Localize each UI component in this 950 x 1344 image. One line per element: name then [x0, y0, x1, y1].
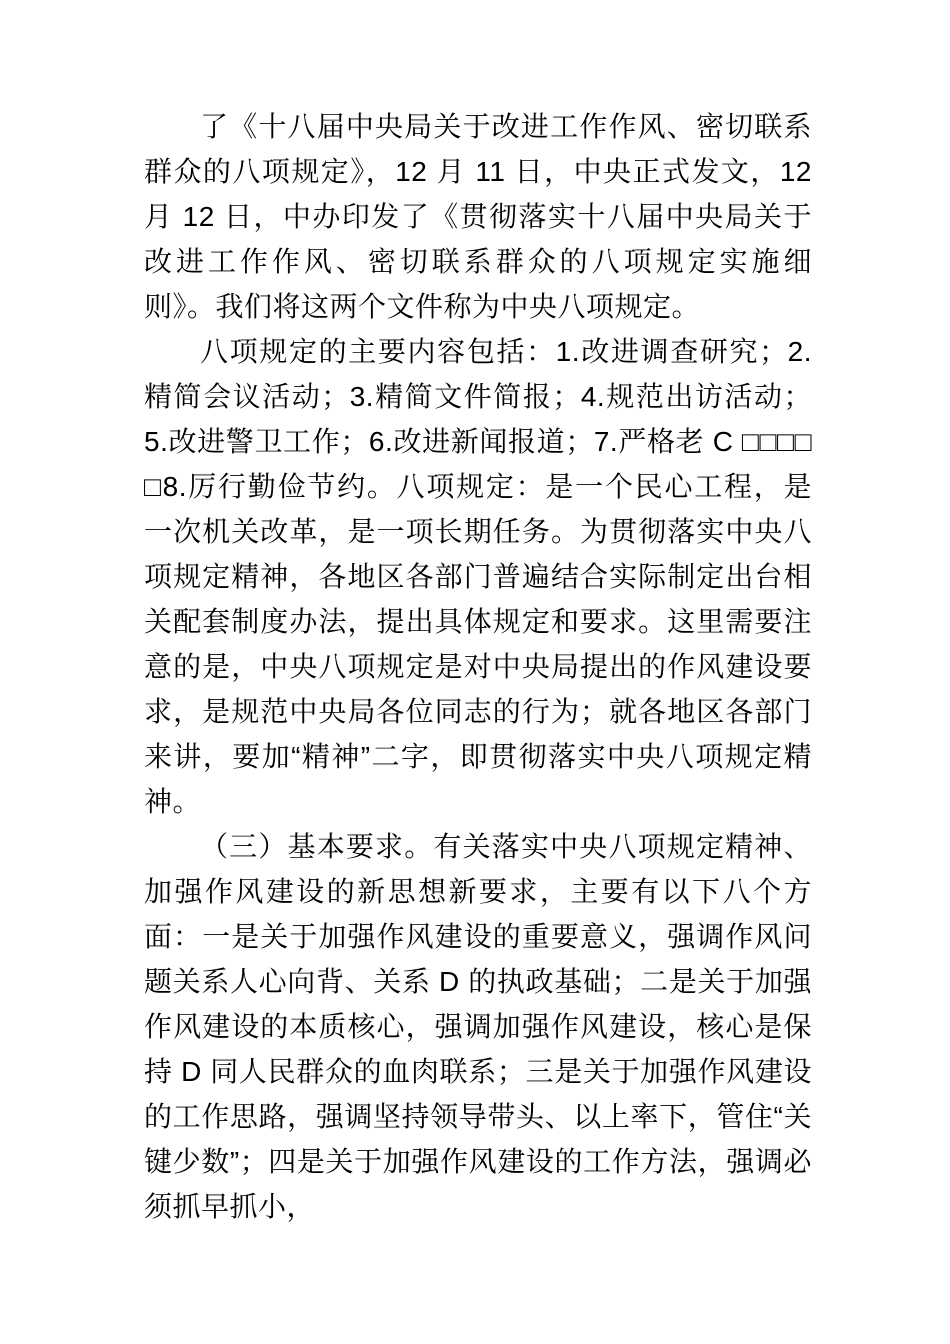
paragraph-basic-requirements: （三）基本要求。有关落实中央八项规定精神、加强作风建设的新思想新要求，主要有以下八个方面：一是关于加强作风建设的重要意义，强调作风问题关系人心向背、关系 D 的执政基础；二是关于加强作风建设的本质核心，强调加强作风建设，核心是保持 D 同人民群众的血肉联系；三是关于加强作风建设的工作思路，强调坚持领导带头、以上率下，管住“关键少数”；四是关于加强作风建设的工作方法，强调必须抓早抓小， — [144, 831, 812, 1222]
paragraph-continuation-eight-regulations: 了《十八届中央局关于改进工作作风、密切联系群众的八项规定》，12 月 11 日，中央正式发文，12 月 12 日，中办印发了《贯彻落实十八届中央局关于改进工作作风、密切联系群众的八项规定实施细则》。我们将这两个文件称为中央八项规定。 — [144, 111, 812, 322]
paragraph-main-contents: 八项规定的主要内容包括：1.改进调查研究；2.精简会议活动；3.精简文件简报；4.规范出访活动；5.改进警卫工作；6.改进新闻报道；7.严格老 C □□□□□8.厉行勤俭节约。八项规定：是一个民心工程，是一次机关改革，是一项长期任务。为贯彻落实中央八项规定精神，各地区各部门普遍结合实际制定出台相关配套制度办法，提出具体规定和要求。这里需要注意的是，中央八项规定是对中央局提出的作风建设要求，是规范中央局各位同志的行为；就各地区各部门来讲，要加“精神”二字，即贯彻落实中央八项规定精神。 — [144, 336, 812, 817]
